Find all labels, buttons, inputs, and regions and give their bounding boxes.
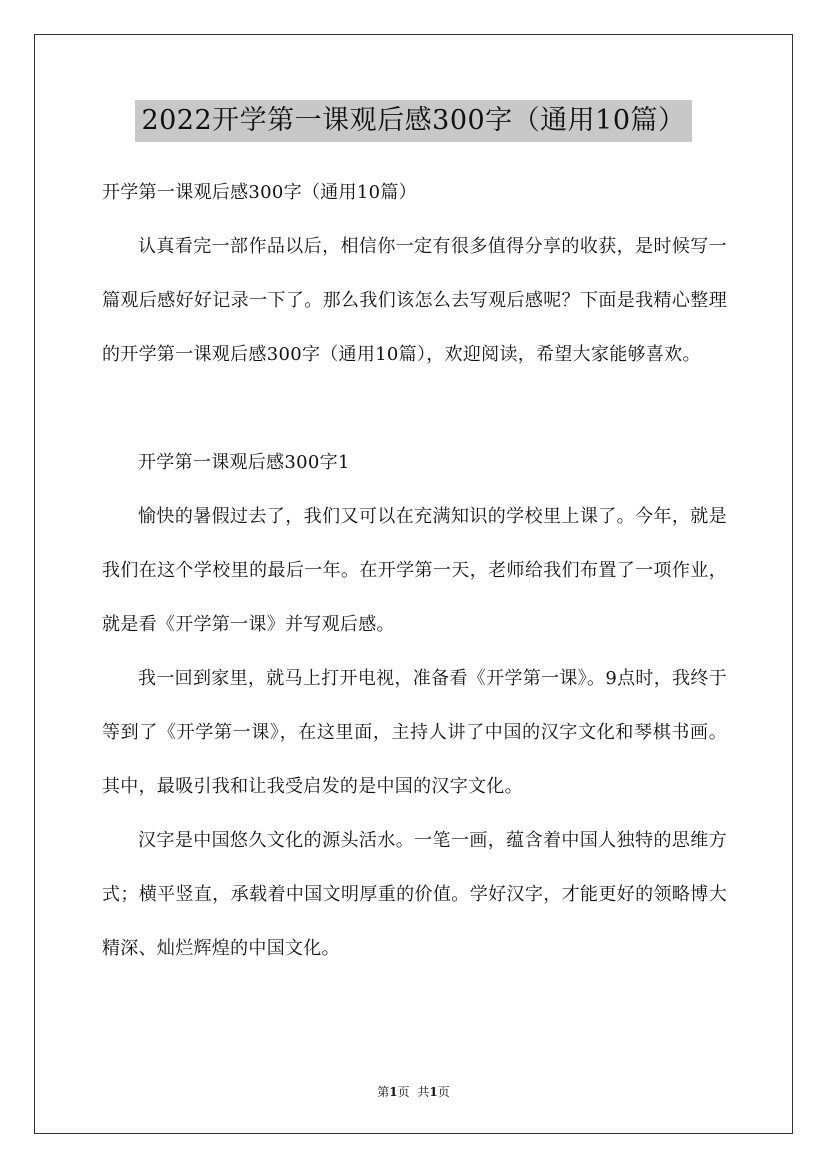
- total-label-suffix: 页: [437, 1085, 450, 1099]
- page-label-suffix: 页: [397, 1085, 410, 1099]
- page-footer: [0, 1082, 827, 1102]
- title-container: [0, 100, 827, 142]
- body-paragraph: 我一回到家里，就马上打开电视，准备看《开学第一课》。9点时，我终于等到了《开学第一课》，在这里面，主持人讲了中国的汉字文化和琴棋书画。其中，最吸引我和让我受启发的是中国的汉字文化。: [102, 668, 727, 797]
- total-pages: 1: [429, 1085, 438, 1099]
- total-label-prefix: 共: [417, 1085, 430, 1099]
- document-body: [102, 166, 727, 976]
- page-number: 1: [389, 1085, 398, 1099]
- body-paragraph: 愉快的暑假过去了，我们又可以在充满知识的学校里上课了。今年，就是我们在这个学校里的最后一年。在开学第一天，老师给我们布置了一项作业，就是看《开学第一课》并写观后感。: [102, 506, 727, 635]
- intro-paragraph: 认真看完一部作品以后，相信你一定有很多值得分享的收获，是时候写一篇观后感好好记录一下了。那么我们该怎么去写观后感呢？下面是我精心整理的开学第一课观后感300字（通用10篇），欢迎阅读，希望大家能够喜欢。: [102, 236, 727, 365]
- section-spacer: [102, 382, 727, 436]
- document-subtitle: 开学第一课观后感300字（通用10篇）: [102, 182, 417, 203]
- section-heading: 开学第一课观后感300字1: [138, 452, 350, 473]
- document-title: 2022开学第一课观后感300字（通用10篇）: [135, 100, 691, 142]
- body-paragraph: 汉字是中国悠久文化的源头活水。一笔一画，蕴含着中国人独特的思维方式；横平竖直，承载着中国文明厚重的价值。学好汉字，才能更好的领略博大精深、灿烂辉煌的中国文化。: [102, 830, 727, 959]
- page-label-prefix: 第: [377, 1085, 390, 1099]
